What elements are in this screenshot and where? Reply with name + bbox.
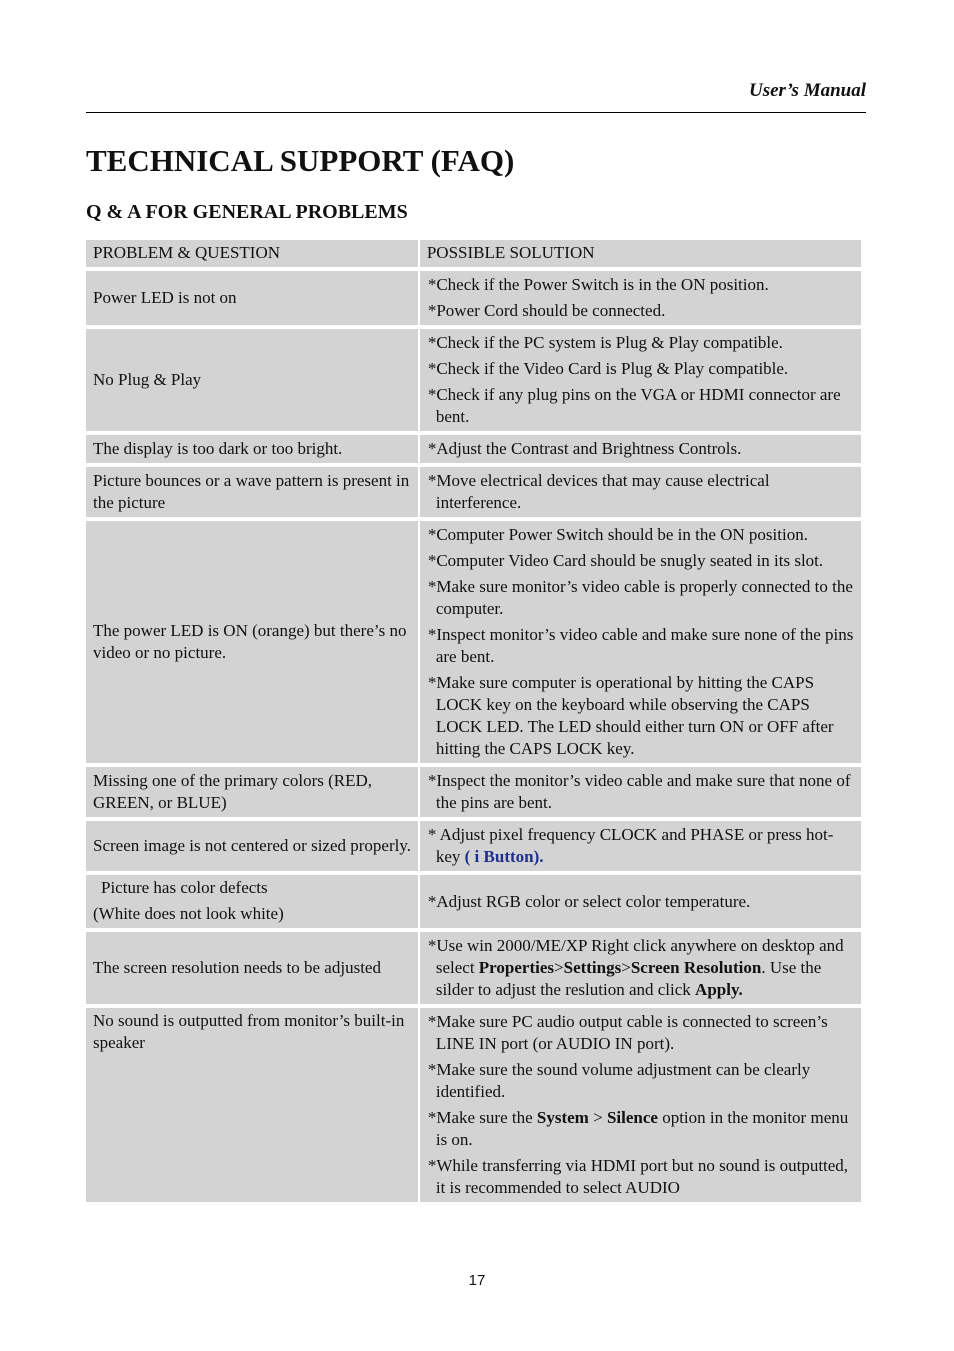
table-row: [86, 821, 861, 871]
solution-text: option in the monitor menu is on.: [435, 1108, 849, 1149]
i-button-hotkey: ( i Button): [464, 847, 540, 866]
solution-line: *Make sure the sound volume adjustment can be clearly identified.: [427, 1060, 811, 1101]
solution-line: *While transferring via HDMI port but no sound is outputted, it is recommended to select AUDIO: [427, 1156, 849, 1197]
properties-label: Properties: [478, 958, 555, 977]
solution-cell: [420, 932, 861, 1004]
faq-table: [86, 238, 863, 1206]
table-row: [86, 435, 861, 463]
problem-cell: The display is too dark or too bright.: [86, 435, 418, 463]
separator: >: [588, 1108, 607, 1127]
solution-line: [427, 935, 855, 1001]
problem-cell: Picture bounces or a wave pattern is present in the picture: [86, 467, 418, 517]
problem-cell: No Plug & Play: [86, 329, 418, 431]
table-row: [86, 932, 861, 1004]
solution-line: *Adjust RGB color or select color temperature.: [427, 891, 751, 911]
solution-line: *Check if the Video Card is Plug & Play compatible.: [427, 359, 789, 378]
page-title: TECHNICAL SUPPORT (FAQ): [86, 143, 515, 178]
table-row: [86, 875, 861, 928]
solution-cell: [420, 435, 861, 463]
separator: >: [554, 958, 564, 977]
screen-resolution-label: Screen Resolution: [630, 958, 762, 977]
solution-text: . Use the silder to adjust the reslution and click: [435, 958, 822, 999]
problem-column-header: PROBLEM & QUESTION: [86, 240, 418, 267]
manual-header: User’s Manual: [748, 80, 866, 101]
solution-line: *Computer Video Card should be snugly seated in its slot.: [427, 551, 824, 570]
table-row: [86, 329, 861, 431]
problem-cell: The screen resolution needs to be adjusted: [86, 932, 418, 1004]
solution-cell: [420, 821, 861, 871]
solution-cell: [420, 467, 861, 517]
page-number: 17: [468, 1272, 486, 1289]
solution-line: *Make sure computer is operational by hitting the CAPS LOCK key on the keyboard while observing the CAPS LOCK LED. The LED should either turn ON or OFF after hitting the CAPS LOCK key.: [427, 673, 834, 758]
problem-line: (White does not look white): [93, 904, 284, 923]
faq-table-container: [86, 238, 865, 1256]
problem-cell: Missing one of the primary colors (RED, GREEN, or BLUE): [86, 767, 418, 817]
apply-label: Apply.: [695, 980, 743, 999]
system-label: System: [536, 1108, 589, 1127]
silence-label: Silence: [606, 1108, 658, 1127]
solution-cell: [420, 1008, 861, 1202]
solution-line: *Check if the Power Switch is in the ON position.: [427, 275, 769, 294]
problem-cell: The power LED is ON (orange) but there’s no video or no picture.: [86, 521, 418, 763]
settings-label: Settings: [563, 958, 622, 977]
table-row: [86, 767, 861, 817]
solution-line: *Make sure monitor’s video cable is properly connected to the computer.: [427, 577, 853, 618]
solution-text: *Make sure the: [427, 1108, 537, 1127]
header-rule: [86, 112, 866, 113]
table-row: [86, 271, 861, 325]
solution-cell: [420, 521, 861, 763]
solution-line: [427, 824, 855, 868]
solution-text: *Use win 2000/ME/XP Right click anywhere on desktop and select: [427, 936, 844, 977]
problem-cell: No sound is outputted from monitor’s built-in speaker: [86, 1008, 418, 1202]
solution-line: *Adjust the Contrast and Brightness Controls.: [427, 439, 742, 458]
solution-text: .: [539, 847, 544, 866]
table-row: [86, 521, 861, 763]
section-title: Q & A FOR GENERAL PROBLEMS: [86, 201, 408, 223]
solution-cell: [420, 875, 861, 928]
solution-column-header: POSSIBLE SOLUTION: [420, 240, 861, 267]
problem-cell: Power LED is not on: [86, 271, 418, 325]
table-header-row: [86, 240, 861, 267]
solution-line: *Inspect the monitor’s video cable and make sure that none of the pins are bent.: [427, 771, 851, 812]
problem-cell: Screen image is not centered or sized properly.: [86, 821, 418, 871]
solution-line: *Computer Power Switch should be in the ON position.: [427, 525, 808, 544]
solution-cell: [420, 329, 861, 431]
solution-cell: [420, 767, 861, 817]
solution-line: *Power Cord should be connected.: [427, 301, 666, 320]
solution-line: [427, 1107, 855, 1151]
solution-line: *Make sure PC audio output cable is connected to screen’s LINE IN port (or AUDIO IN port).: [427, 1012, 828, 1053]
separator: >: [621, 958, 631, 977]
problem-line: Picture has color defects: [101, 878, 268, 897]
table-row: [86, 467, 861, 517]
table-row: [86, 1008, 861, 1202]
problem-cell: [86, 875, 418, 928]
solution-line: *Move electrical devices that may cause electrical interference.: [427, 471, 770, 512]
solution-cell: [420, 271, 861, 325]
solution-line: *Check if any plug pins on the VGA or HDMI connector are bent.: [427, 385, 841, 426]
solution-line: *Inspect monitor’s video cable and make sure none of the pins are bent.: [427, 625, 854, 666]
solution-line: *Check if the PC system is Plug & Play compatible.: [427, 333, 783, 352]
solution-text: * Adjust pixel frequency CLOCK and PHASE or press hot-key: [427, 825, 834, 866]
